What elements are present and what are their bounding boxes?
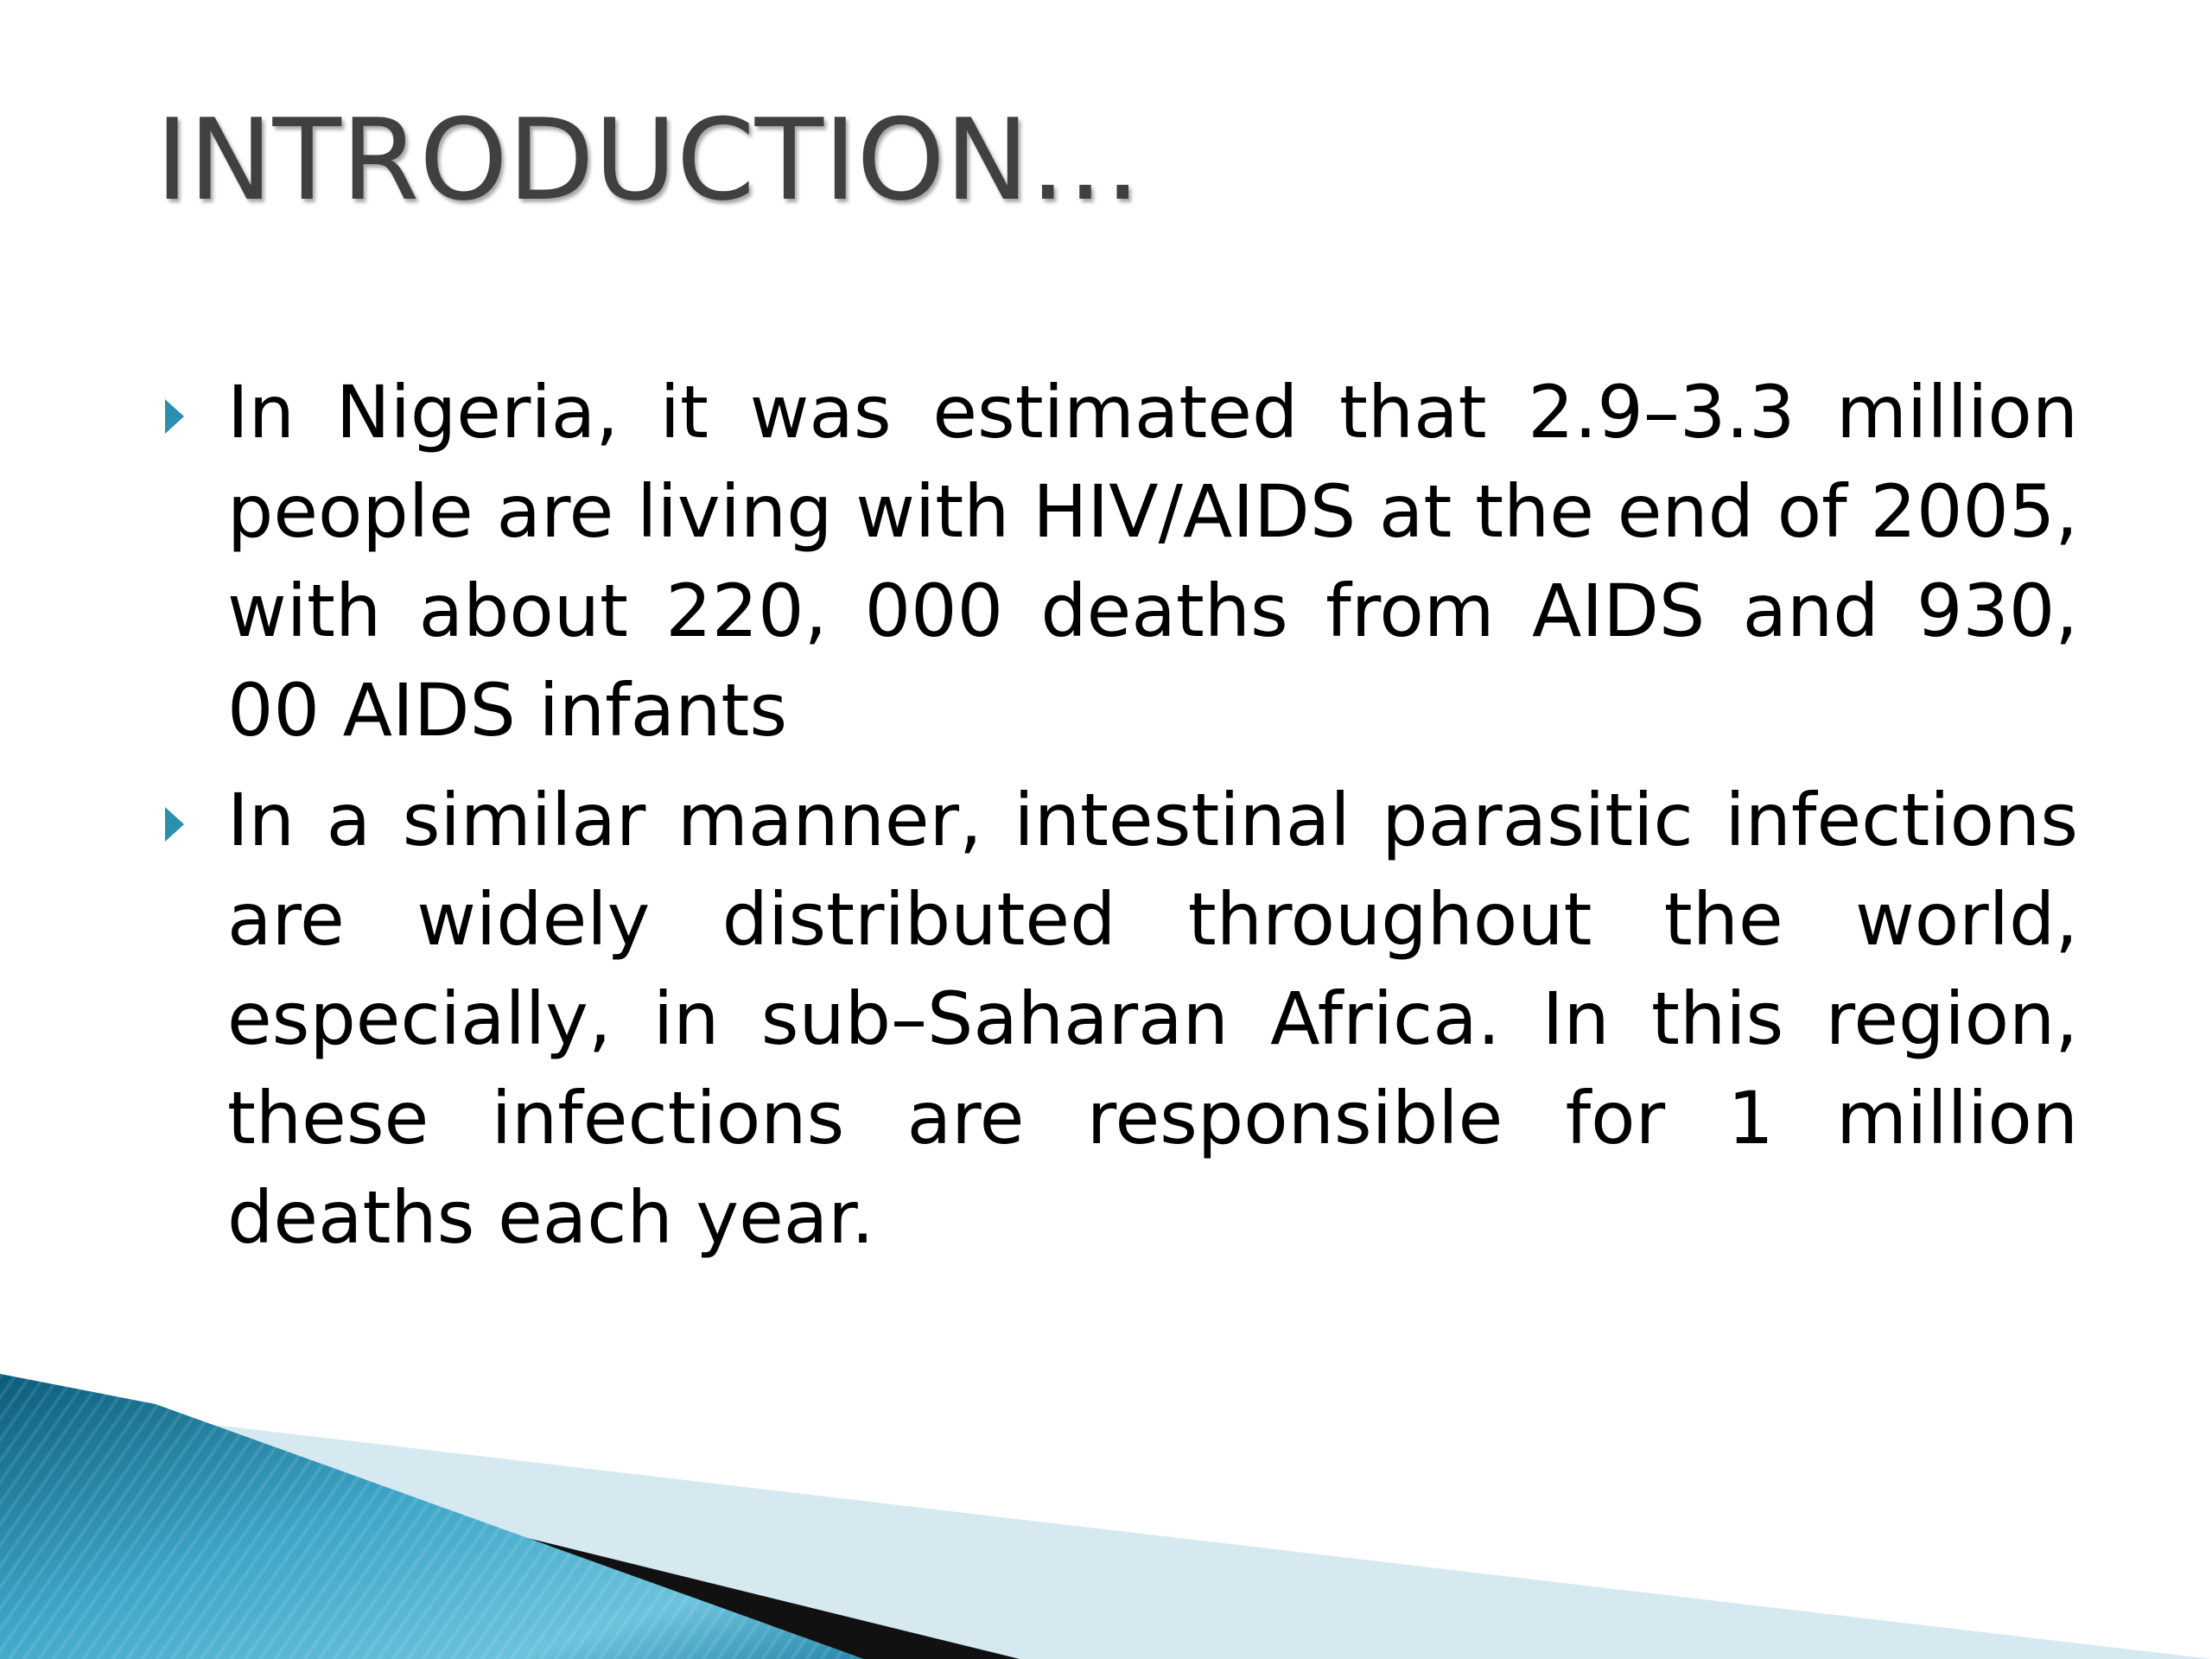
decorative-swoosh <box>0 1374 2212 1659</box>
bullet-item <box>160 771 2078 1268</box>
bullet-text: In a similar manner, intestinal parasitic infections are widely distributed throughout the world, especially, in sub–Saharan Africa. In this region, these infections are responsible for 1 million deaths each year. <box>227 778 2078 1260</box>
bullet-list <box>160 363 2078 1278</box>
slide-title: INTRODUCTION… <box>156 94 1141 226</box>
triangle-right-icon <box>165 399 184 434</box>
bullet-item <box>160 363 2078 760</box>
triangle-right-icon <box>165 807 184 842</box>
bullet-text: In Nigeria, it was estimated that 2.9–3.3 million people are living with HIV/AIDS at the end of 2005, with about 220, 000 deaths from AIDS and 930, 00 AIDS infants <box>227 370 2078 753</box>
